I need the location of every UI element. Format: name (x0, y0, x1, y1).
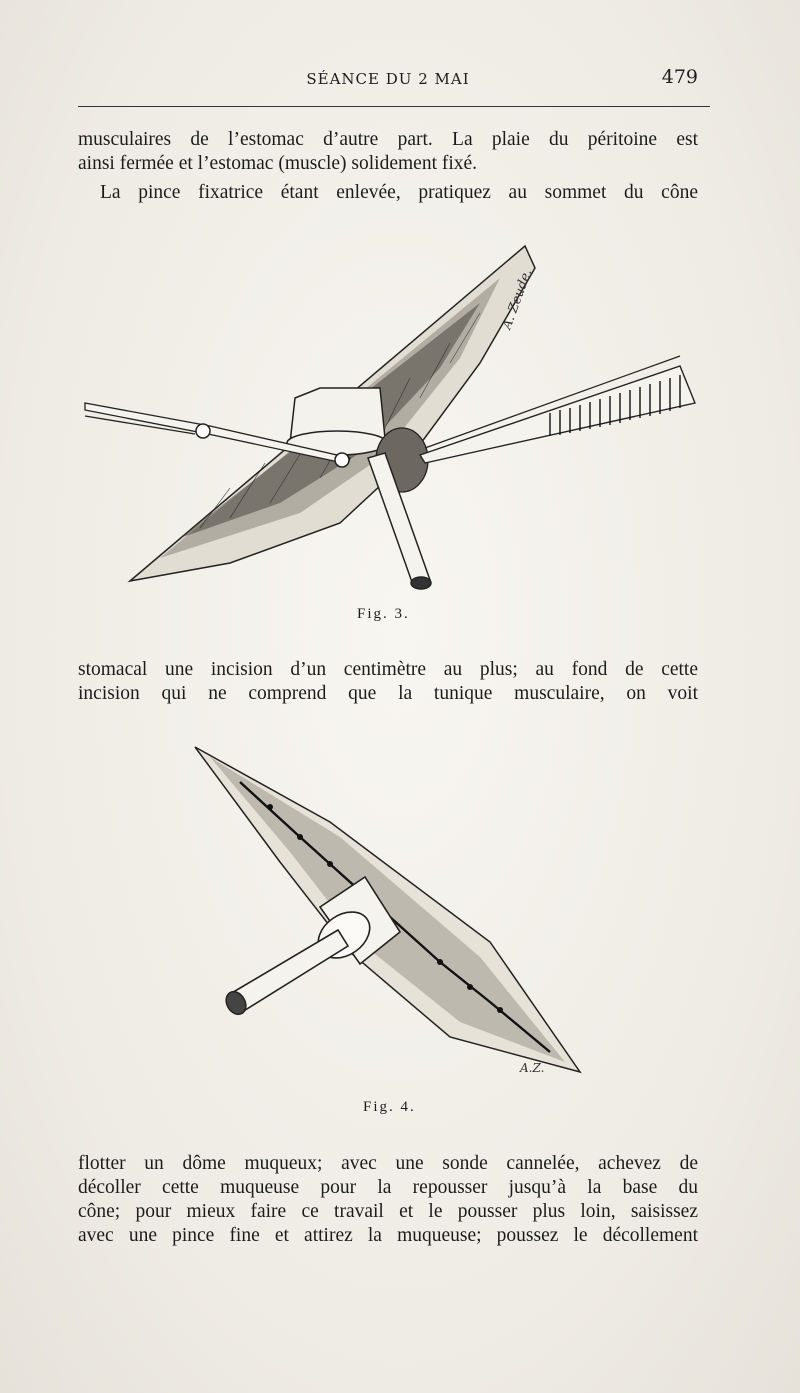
header-title: SÉANCE DU 2 MAI (306, 70, 470, 88)
figure-4-illustration (190, 742, 590, 1082)
text-line: La pince fixatrice étant enlevée, pratiquez au sommet du cône (100, 182, 698, 203)
figure-3-signature: A. Zeude. (499, 267, 536, 332)
figure-4-signature: A.Z. (520, 1061, 545, 1075)
figure-3-caption: Fig. 3. (357, 606, 410, 622)
page-number: 479 (661, 66, 698, 88)
figure-4-caption: Fig. 4. (363, 1099, 416, 1115)
drainage-tube (230, 930, 348, 1012)
running-header (78, 66, 698, 94)
paragraph-3 (78, 658, 698, 706)
header-rule (78, 106, 710, 107)
text-line: stomacal une incision d’un centimètre au plus; au fond de cette (78, 659, 698, 680)
text-line: incision qui ne comprend que la tunique musculaire, on voit (78, 683, 698, 704)
text-line: décoller cette muqueuse pour la repousser jusqu’à la base du (78, 1177, 698, 1198)
text-line: musculaires de l’estomac d’autre part. La plaie du péritoine est (78, 129, 698, 150)
text-line: flotter un dôme muqueux; avec une sonde cannelée, achevez de (78, 1153, 698, 1174)
text-line: ainsi fermée et l’estomac (muscle) solidement fixé. (78, 153, 478, 174)
tube-opening (411, 577, 431, 589)
paragraph-4 (78, 1152, 698, 1248)
figure-3-illustration (80, 238, 710, 598)
paragraph-2 (78, 181, 698, 205)
paragraph-1 (78, 128, 698, 176)
text-line: cône; pour mieux faire ce travail et le pousser plus loin, saisissez (78, 1201, 698, 1222)
text-line: avec une pince fine et attirez la muqueuse; poussez le décollement (78, 1225, 698, 1246)
